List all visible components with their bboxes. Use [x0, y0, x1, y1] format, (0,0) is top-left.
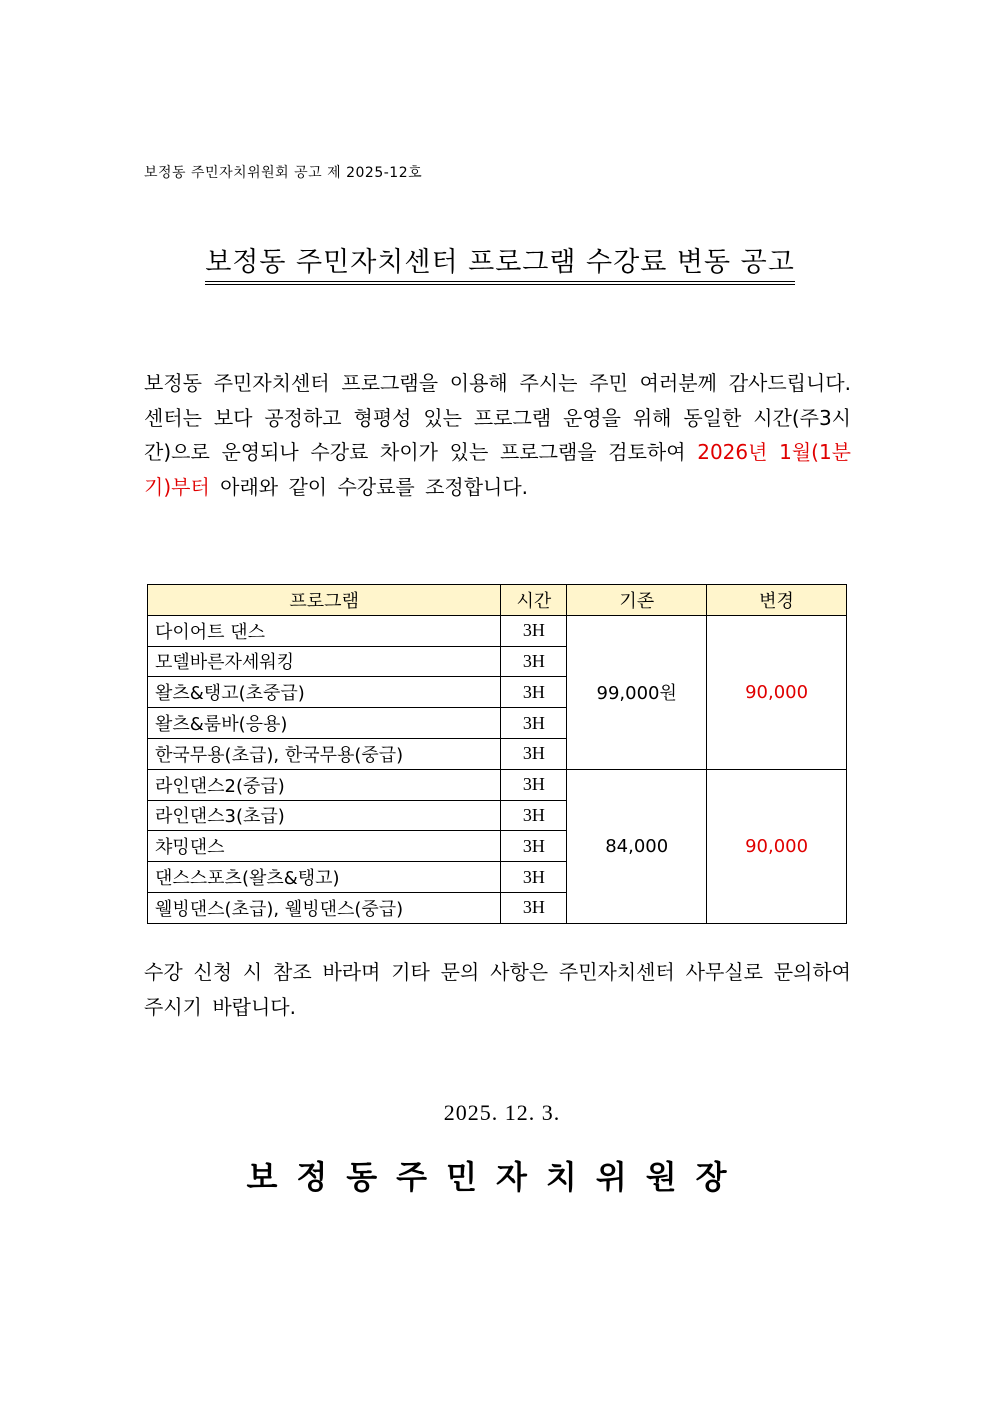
previous-fee: 99,000원: [567, 615, 707, 769]
program-hours: 3H: [501, 862, 567, 893]
program-hours: 3H: [501, 800, 567, 831]
title-text: 보정동 주민자치센터 프로그램 수강료 변동 공고: [205, 240, 795, 285]
table-row: [148, 615, 847, 646]
notice-number: 보정동 주민자치위원회 공고 제 2025-12호: [144, 165, 423, 181]
program-name: 웰빙댄스(초급), 웰빙댄스(중급): [148, 892, 501, 923]
body-paragraph: [144, 366, 851, 504]
table-row: [148, 769, 847, 800]
program-name: 왈츠&룸바(응용): [148, 708, 501, 739]
program-name: 댄스스포츠(왈츠&탱고): [148, 862, 501, 893]
previous-fee: 84,000: [567, 769, 707, 923]
program-hours: 3H: [501, 769, 567, 800]
announcement-date: 2025. 12. 3.: [443, 1100, 561, 1125]
program-name: 한국무용(초급), 한국무용(중급): [148, 738, 501, 769]
signer-title: 보정동주민자치위원장: [246, 1158, 746, 1196]
new-fee: 90,000: [707, 615, 847, 769]
program-name: 라인댄스3(초급): [148, 800, 501, 831]
program-hours: 3H: [501, 738, 567, 769]
program-name: 다이어트 댄스: [148, 615, 501, 646]
program-name: 왈츠&탱고(초중급): [148, 677, 501, 708]
body-text-2: 아래와 같이 수강료를 조정합니다.: [209, 474, 529, 499]
effective-date-highlight: 2026년 1월(1분기)부터: [144, 440, 852, 499]
program-hours: 3H: [501, 831, 567, 862]
program-name: 모델바른자세워킹: [148, 646, 501, 677]
fee-table: [147, 584, 847, 924]
program-name: 라인댄스2(중급): [148, 769, 501, 800]
table-header-row: [148, 585, 847, 616]
page-title: [0, 240, 992, 285]
program-hours: 3H: [501, 677, 567, 708]
header-new-fee: 변경: [707, 585, 847, 616]
program-hours: 3H: [501, 892, 567, 923]
program-hours: 3H: [501, 615, 567, 646]
header-program: 프로그램: [148, 585, 501, 616]
header-previous-fee: 기존: [567, 585, 707, 616]
program-hours: 3H: [501, 646, 567, 677]
body-text-1: 보정동 주민자치센터 프로그램을 이용해 주시는 주민 여러분께 감사드립니다. 센터는 보다 공정하고 형평성 있는 프로그램 운영을 위해 동일한 시간(주3시간)으로 운영되나 수강료 차이가 있는 프로그램을 검토하여: [144, 371, 851, 464]
closing-paragraph: 수강 신청 시 참조 바라며 기타 문의 사항은 주민자치센터 사무실로 문의하여 주시기 바랍니다.: [144, 960, 851, 1019]
new-fee: 90,000: [707, 769, 847, 923]
program-name: 챠밍댄스: [148, 831, 501, 862]
program-hours: 3H: [501, 708, 567, 739]
header-hours: 시간: [501, 585, 567, 616]
